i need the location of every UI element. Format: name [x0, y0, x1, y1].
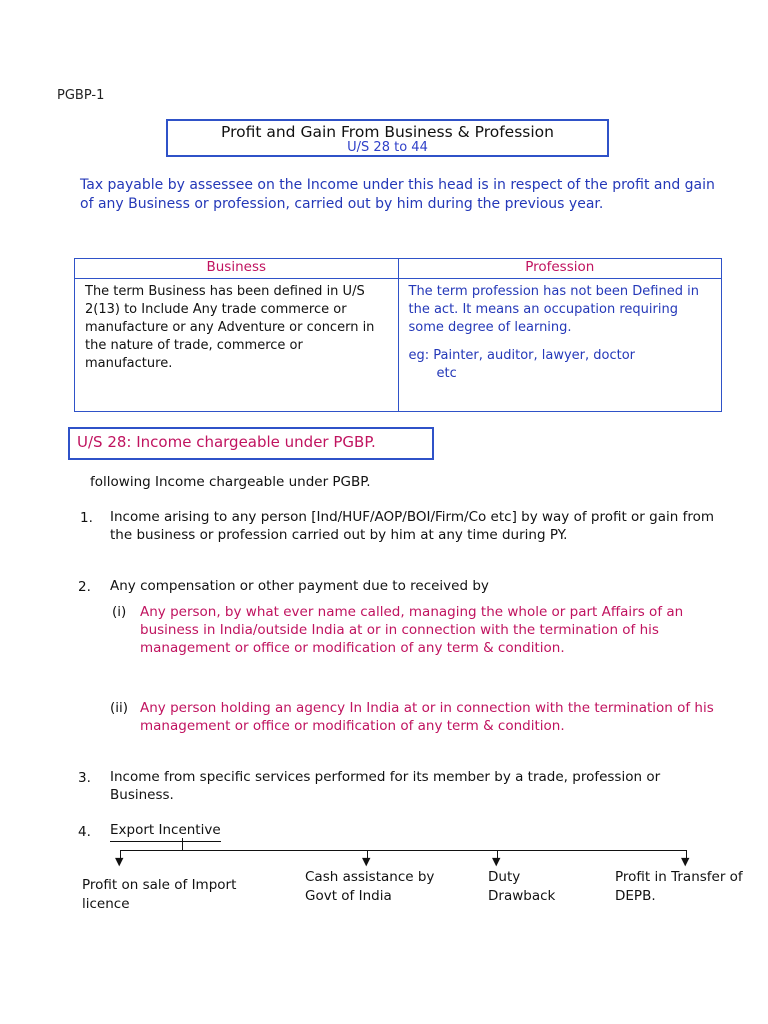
item-2-sub-i-label: (i) [112, 604, 127, 620]
item-2-sub-ii-label: (ii) [110, 700, 129, 716]
section-lead: following Income chargeable under PGBP. [90, 474, 371, 490]
business-definition: The term Business has been defined in U/S 2(13) to Include Any trade commerce or manufacture or any Adventure or concern in the nature of trade, commerce or manufacture. [75, 279, 399, 412]
profession-examples: eg: Painter, auditor, lawyer, doctor [408, 348, 636, 363]
branch-profit-import-licence: Profit on sale of Import licence [82, 877, 237, 912]
page-title: Profit and Gain From Business & Profession [221, 123, 554, 141]
item-4-number: 4. [78, 824, 91, 840]
item-2-text: Any compensation or other payment due to received by [110, 578, 489, 594]
page-label: PGBP-1 [57, 88, 105, 103]
profession-examples-etc: etc [436, 366, 457, 381]
arrow-down-icon: ▼ [115, 855, 124, 868]
item-1-text: Income arising to any person [Ind/HUF/AOP/BOI/Firm/Co etc] by way of profit or gain from the business or profession carried out by him at any time during PY. [110, 509, 714, 543]
item-4-text: Export Incentive [110, 821, 221, 842]
item-3-number: 3. [78, 770, 91, 786]
arrow-down-icon: ▼ [681, 855, 690, 868]
col-business-header: Business [75, 259, 399, 279]
branch-duty-drawback: Duty Drawback [488, 869, 556, 904]
branch-profit-depb: Profit in Transfer of DEPB. [615, 869, 743, 904]
branch-stem-line [182, 838, 183, 850]
branch-cash-assistance: Cash assistance by Govt of India [305, 869, 435, 904]
section-heading: U/S 28: Income chargeable under PGBP. [68, 427, 434, 460]
page-subtitle: U/S 28 to 44 [347, 140, 428, 155]
profession-definition: The term profession has not been Defined in the act. It means an occupation requiring some degree of learning. [408, 284, 699, 335]
item-2-sub-i-text: Any person, by what ever name called, managing the whole or part Affairs of an business in India/outside India at or in connection with the termination of his management or office or modification of any term & condition. [140, 604, 684, 656]
item-1-number: 1. [80, 510, 93, 526]
arrow-down-icon: ▼ [492, 855, 501, 868]
branch-connector-line [120, 850, 686, 851]
item-2-sub-ii-text: Any person holding an agency In India at or in connection with the termination of his management or office or modification of any term & condition. [140, 700, 714, 734]
arrow-down-icon: ▼ [362, 855, 371, 868]
profession-definition-cell [398, 279, 722, 412]
business-profession-table [74, 258, 722, 412]
title-box [166, 119, 609, 157]
intro-paragraph: Tax payable by assessee on the Income under this head is in respect of the profit and gain of any Business or profession, carried out by him during the previous year. [80, 177, 715, 212]
item-3-text: Income from specific services performed for its member by a trade, profession or Business. [110, 769, 661, 803]
item-2-number: 2. [78, 579, 91, 595]
col-profession-header: Profession [398, 259, 722, 279]
